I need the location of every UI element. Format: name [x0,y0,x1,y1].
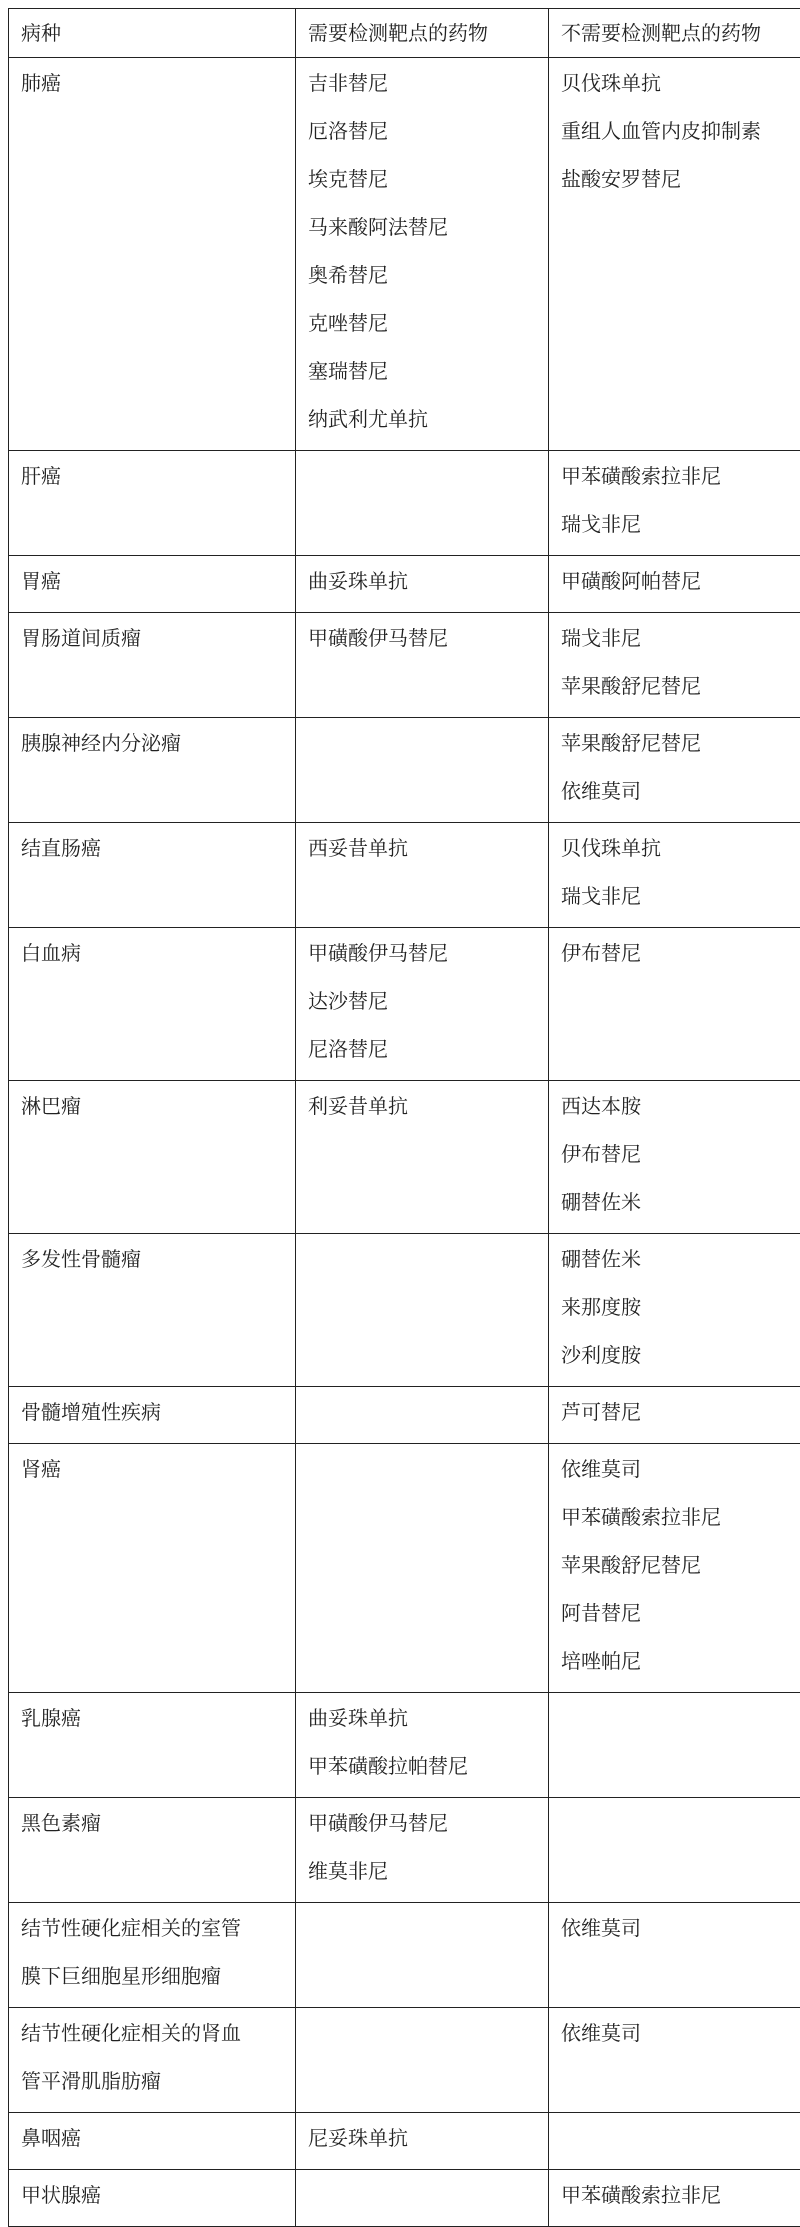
table-row [9,2170,800,2227]
nontarget-drugs-cell [549,613,800,718]
nontarget-drug-item: 阿昔替尼 [561,1592,800,1640]
target-drug-item: 克唑替尼 [308,302,536,350]
target-drugs-cell [296,2008,549,2113]
target-drug-item: 吉非替尼 [308,62,536,110]
target-drug-item: 塞瑞替尼 [308,350,536,398]
disease-cell [9,58,296,451]
header-cell-nontarget-drugs [549,9,800,58]
nontarget-drug-item: 苹果酸舒尼替尼 [561,722,800,770]
header-cell-target-drugs [296,9,549,58]
table-row [9,1693,800,1798]
nontarget-drugs-cell [549,1693,800,1798]
nontarget-drug-item: 依维莫司 [561,1448,800,1496]
header-nontarget-label: 不需要检测靶点的药物 [561,13,800,53]
target-drug-item: 尼妥珠单抗 [308,2117,536,2165]
target-drug-item: 厄洛替尼 [308,110,536,158]
disease-cell [9,823,296,928]
target-drug-item: 甲磺酸伊马替尼 [308,617,536,665]
target-drug-item: 曲妥珠单抗 [308,560,536,608]
target-drugs-cell [296,451,549,556]
target-drug-item: 奥希替尼 [308,254,536,302]
disease-cell [9,1693,296,1798]
table-row [9,1081,800,1234]
target-drug-item: 甲磺酸伊马替尼 [308,932,536,980]
target-drugs-cell [296,1387,549,1444]
table-row [9,1387,800,1444]
target-drugs-cell [296,1234,549,1387]
target-drugs-cell [296,1798,549,1903]
nontarget-drug-item: 伊布替尼 [561,1133,800,1181]
disease-name: 甲状腺癌 [21,2174,283,2222]
nontarget-drug-item: 甲磺酸阿帕替尼 [561,560,800,608]
nontarget-drug-item: 贝伐珠单抗 [561,827,800,875]
target-drugs-cell [296,2113,549,2170]
nontarget-drugs-cell [549,1798,800,1903]
target-drug-item: 马来酸阿法替尼 [308,206,536,254]
nontarget-drug-item: 瑞戈非尼 [561,617,800,665]
nontarget-drug-item: 培唑帕尼 [561,1640,800,1688]
disease-name: 肺癌 [21,62,283,110]
disease-name: 鼻咽癌 [21,2117,283,2165]
nontarget-drugs-cell [549,451,800,556]
drug-table [8,8,800,2227]
target-drugs-cell [296,823,549,928]
disease-name: 肾癌 [21,1448,283,1496]
disease-cell [9,1387,296,1444]
nontarget-drug-item: 来那度胺 [561,1286,800,1334]
disease-name: 黑色素瘤 [21,1802,283,1850]
disease-name: 结节性硬化症相关的室管 [21,1907,283,1955]
table-row [9,58,800,451]
table-row [9,2113,800,2170]
nontarget-drugs-cell [549,928,800,1081]
target-drug-item: 达沙替尼 [308,980,536,1028]
disease-cell [9,1081,296,1234]
nontarget-drug-item: 甲苯磺酸索拉非尼 [561,1496,800,1544]
target-drug-item: 甲磺酸伊马替尼 [308,1802,536,1850]
header-cell-disease [9,9,296,58]
disease-cell [9,718,296,823]
disease-cell [9,1234,296,1387]
disease-cell [9,613,296,718]
target-drugs-cell [296,556,549,613]
nontarget-drugs-cell [549,2170,800,2227]
nontarget-drugs-cell [549,556,800,613]
nontarget-drug-item: 甲苯磺酸索拉非尼 [561,2174,800,2222]
nontarget-drugs-cell [549,1444,800,1693]
disease-name: 白血病 [21,932,283,980]
disease-cell [9,451,296,556]
table-row [9,1444,800,1693]
target-drugs-cell [296,1903,549,2008]
table-row [9,451,800,556]
nontarget-drugs-cell [549,2008,800,2113]
table-row [9,823,800,928]
table-row [9,1234,800,1387]
target-drug-item: 埃克替尼 [308,158,536,206]
disease-name: 结节性硬化症相关的肾血 [21,2012,283,2060]
nontarget-drug-item: 盐酸安罗替尼 [561,158,800,206]
nontarget-drugs-cell [549,718,800,823]
target-drug-item: 西妥昔单抗 [308,827,536,875]
target-drug-item: 曲妥珠单抗 [308,1697,536,1745]
nontarget-drug-item: 伊布替尼 [561,932,800,980]
disease-name: 胰腺神经内分泌瘤 [21,722,283,770]
target-drug-item: 纳武利尤单抗 [308,398,536,446]
disease-name: 结直肠癌 [21,827,283,875]
nontarget-drug-item: 甲苯磺酸索拉非尼 [561,455,800,503]
disease-name: 淋巴瘤 [21,1085,283,1133]
target-drug-item: 甲苯磺酸拉帕替尼 [308,1745,536,1793]
nontarget-drugs-cell [549,1081,800,1234]
target-drugs-cell [296,613,549,718]
target-drug-item: 利妥昔单抗 [308,1085,536,1133]
header-target-label: 需要检测靶点的药物 [308,13,536,53]
disease-cell [9,1444,296,1693]
disease-cell [9,1903,296,2008]
nontarget-drugs-cell [549,1234,800,1387]
nontarget-drug-item: 瑞戈非尼 [561,875,800,923]
nontarget-drug-item: 依维莫司 [561,1907,800,1955]
table-row [9,718,800,823]
header-row [9,9,800,58]
target-drugs-cell [296,58,549,451]
nontarget-drug-item: 瑞戈非尼 [561,503,800,551]
target-drugs-cell [296,718,549,823]
nontarget-drugs-cell [549,1387,800,1444]
disease-name: 胃癌 [21,560,283,608]
disease-name: 管平滑肌脂肪瘤 [21,2060,283,2108]
disease-name: 肝癌 [21,455,283,503]
disease-name: 胃肠道间质瘤 [21,617,283,665]
nontarget-drug-item: 贝伐珠单抗 [561,62,800,110]
disease-name: 乳腺癌 [21,1697,283,1745]
table-row [9,1798,800,1903]
table-row [9,556,800,613]
disease-cell [9,1798,296,1903]
nontarget-drug-item: 芦可替尼 [561,1391,800,1439]
nontarget-drug-item: 依维莫司 [561,770,800,818]
disease-name: 骨髓增殖性疾病 [21,1391,283,1439]
table-row [9,613,800,718]
target-drugs-cell [296,928,549,1081]
nontarget-drugs-cell [549,58,800,451]
disease-cell [9,2170,296,2227]
target-drugs-cell [296,1444,549,1693]
disease-cell [9,928,296,1081]
disease-cell [9,2008,296,2113]
nontarget-drug-item: 硼替佐米 [561,1238,800,1286]
disease-cell [9,556,296,613]
target-drugs-cell [296,1081,549,1234]
nontarget-drug-item: 苹果酸舒尼替尼 [561,1544,800,1592]
nontarget-drug-item: 沙利度胺 [561,1334,800,1382]
target-drug-item: 尼洛替尼 [308,1028,536,1076]
header-disease-label: 病种 [21,13,283,53]
table-row [9,2008,800,2113]
table-row [9,1903,800,2008]
disease-name: 多发性骨髓瘤 [21,1238,283,1286]
nontarget-drugs-cell [549,823,800,928]
target-drugs-cell [296,2170,549,2227]
nontarget-drug-item: 依维莫司 [561,2012,800,2060]
target-drugs-cell [296,1693,549,1798]
nontarget-drug-item: 重组人血管内皮抑制素 [561,110,800,158]
nontarget-drugs-cell [549,1903,800,2008]
table-row [9,928,800,1081]
nontarget-drugs-cell [549,2113,800,2170]
nontarget-drug-item: 苹果酸舒尼替尼 [561,665,800,713]
disease-name: 膜下巨细胞星形细胞瘤 [21,1955,283,2003]
target-drug-item: 维莫非尼 [308,1850,536,1898]
table-body [9,9,800,2227]
disease-cell [9,2113,296,2170]
nontarget-drug-item: 硼替佐米 [561,1181,800,1229]
nontarget-drug-item: 西达本胺 [561,1085,800,1133]
